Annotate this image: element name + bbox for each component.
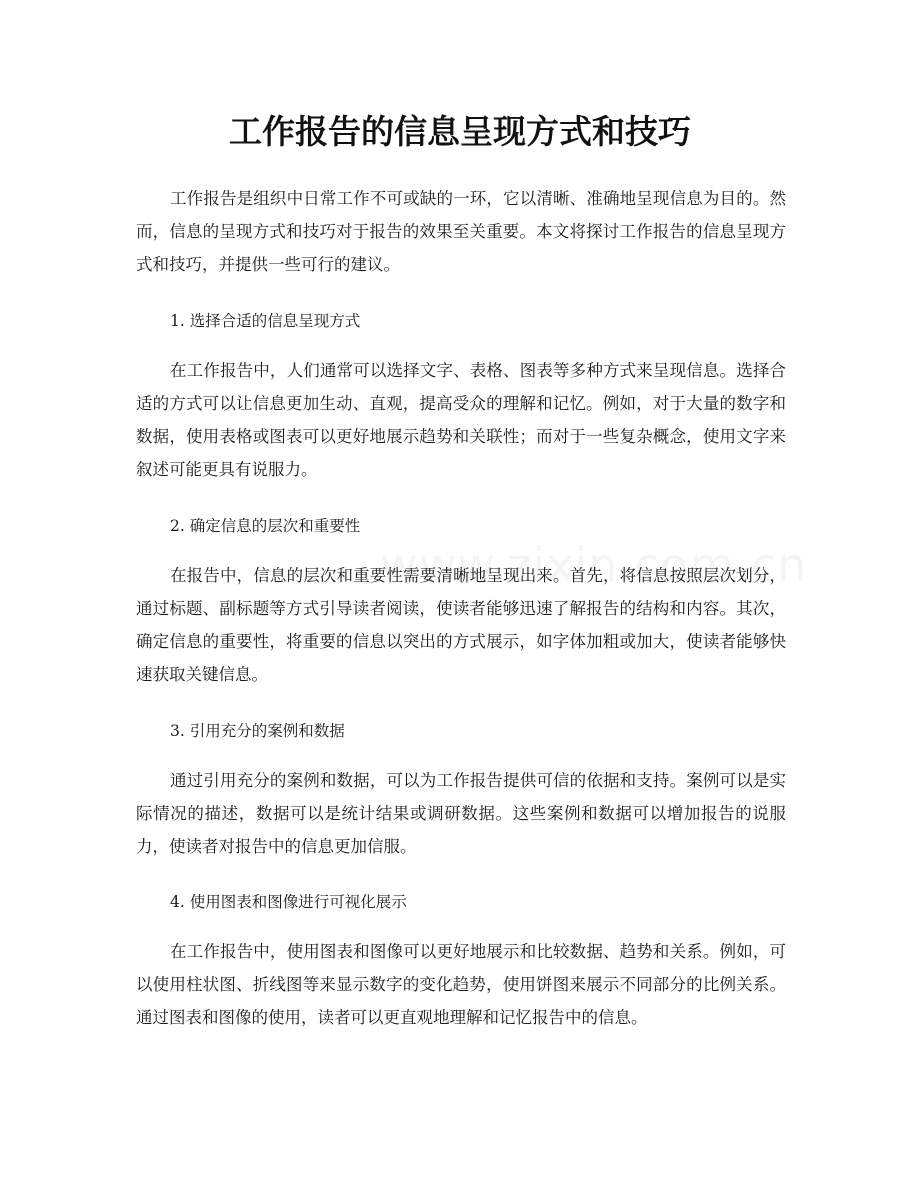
intro-paragraph: 工作报告是组织中日常工作不可或缺的一环，它以清晰、准确地呈现信息为目的。然而，信息的呈现方式和技巧对于报告的效果至关重要。本文将探讨工作报告的信息呈现方式和技巧，并提供一些可行的建议。 bbox=[136, 189, 786, 274]
section-1-paragraph: 在工作报告中，人们通常可以选择文字、表格、图表等多种方式来呈现信息。选择合适的方式可以让信息更加生动、直观，提高受众的理解和记忆。例如，对于大量的数字和数据，使用表格或图表可以更好地展示趋势和关联性；而对于一些复杂概念，使用文字来叙述可能更具有说服力。 bbox=[136, 361, 786, 479]
document-title: 工作报告的信息呈现方式和技巧 bbox=[229, 112, 691, 151]
section-4-heading: 4. 使用图表和图像进行可视化展示 bbox=[170, 893, 407, 911]
section-1-heading: 1. 选择合适的信息呈现方式 bbox=[170, 312, 361, 330]
section-2-heading: 2. 确定信息的层次和重要性 bbox=[170, 517, 361, 535]
section-2-paragraph: 在报告中，信息的层次和重要性需要清晰地呈现出来。首先，将信息按照层次划分，通过标题、副标题等方式引导读者阅读，使读者能够迅速了解报告的结构和内容。其次，确定信息的重要性，将重要的信息以突出的方式展示，如字体加粗或加大，使读者能够快速获取关键信息。 bbox=[136, 566, 786, 684]
section-3-paragraph: 通过引用充分的案例和数据，可以为工作报告提供可信的依据和支持。案例可以是实际情况的描述，数据可以是统计结果或调研数据。这些案例和数据可以增加报告的说服力，使读者对报告中的信息更加信服。 bbox=[136, 771, 786, 856]
section-4-paragraph: 在工作报告中，使用图表和图像可以更好地展示和比较数据、趋势和关系。例如，可以使用柱状图、折线图等来显示数字的变化趋势，使用饼图来展示不同部分的比例关系。通过图表和图像的使用，读者可以更直观地理解和记忆报告中的信息。 bbox=[136, 942, 786, 1027]
section-3-heading: 3. 引用充分的案例和数据 bbox=[170, 722, 345, 740]
